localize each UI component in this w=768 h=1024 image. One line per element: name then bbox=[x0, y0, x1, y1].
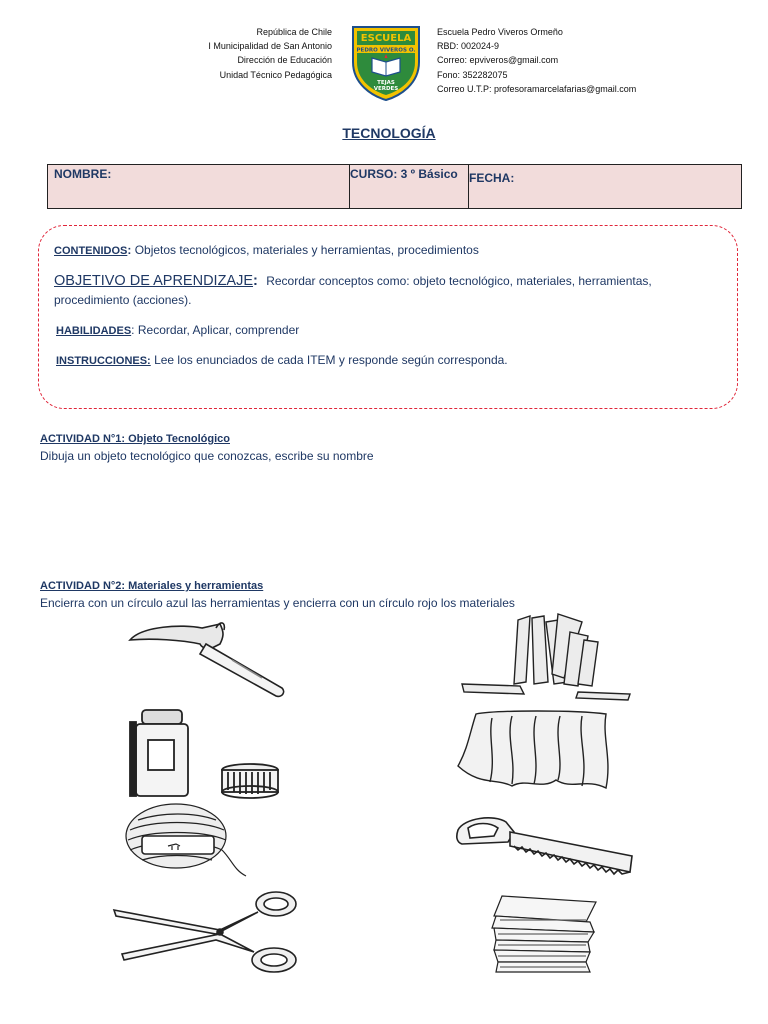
header-line: Correo U.T.P: profesoramarcelafarias@gmail.com bbox=[437, 83, 637, 94]
habilidades-label: HABILIDADES bbox=[56, 325, 132, 337]
header-school-block bbox=[437, 25, 737, 96]
instrucciones-label: INSTRUCCIONES: bbox=[56, 355, 151, 367]
activity2-text: Encierra con un círculo azul las herramientas y encierra con un círculo rojo los materiales bbox=[40, 596, 515, 610]
course-cell bbox=[350, 165, 469, 208]
objetivo-text-2: procedimiento (acciones). bbox=[54, 293, 192, 307]
header-line: I Municipalidad de San Antonio bbox=[208, 41, 332, 52]
fabric-drawing[interactable] bbox=[456, 708, 618, 792]
activity1-text: Dibuja un objeto tecnológico que conozcas, escribe su nombre bbox=[40, 449, 374, 463]
objetivo-row: OBJETIVO DE APRENDIZAJE: Recordar conceptos como: objeto tecnológico, materiales, herramientas, bbox=[54, 273, 652, 289]
paper-stack-drawing[interactable] bbox=[490, 892, 600, 976]
subject-title-text: TECNOLOGÍA bbox=[342, 125, 436, 141]
date-cell[interactable] bbox=[469, 165, 741, 208]
contenidos-label: CONTENIDOS bbox=[54, 245, 128, 257]
header-line: Escuela Pedro Viveros Ormeño bbox=[437, 27, 563, 37]
glue-bottle-drawing[interactable] bbox=[122, 708, 288, 800]
school-crest-logo bbox=[350, 24, 422, 102]
date-label: FECHA: bbox=[469, 171, 515, 185]
yarn-ball-drawing[interactable] bbox=[122, 800, 248, 880]
objetivo-label: OBJETIVO DE APRENDIZAJE bbox=[54, 273, 254, 289]
contenidos-row: CONTENIDOS: Objetos tecnológicos, materiales y herramientas, procedimientos bbox=[54, 243, 479, 257]
crest-bottom-text-1: TEJAS bbox=[377, 80, 395, 86]
subject-title bbox=[0, 125, 768, 141]
header-line: Dirección de Educación bbox=[237, 55, 332, 66]
activity1-title: ACTIVIDAD N°1: Objeto Tecnológico bbox=[40, 433, 230, 445]
crest-band-text: PEDRO VIVEROS O. bbox=[356, 47, 416, 54]
crest-top-text: ESCUELA bbox=[360, 33, 412, 44]
header-line: Unidad Técnico Pedagógica bbox=[219, 69, 332, 80]
crest-bottom-text-2: VERDES bbox=[373, 86, 399, 92]
header-line: República de Chile bbox=[256, 27, 332, 37]
objetivo-text-1: Recordar conceptos como: objeto tecnológico, materiales, herramientas, bbox=[266, 274, 652, 288]
contenidos-text: Objetos tecnológicos, materiales y herramientas, procedimientos bbox=[134, 243, 479, 257]
hammer-drawing[interactable] bbox=[122, 618, 292, 700]
instrucciones-text: Lee los enunciados de cada ITEM y responde según corresponda. bbox=[154, 353, 508, 367]
student-info-table bbox=[47, 164, 742, 209]
wood-planks-drawing[interactable] bbox=[458, 612, 636, 704]
scissors-drawing[interactable] bbox=[112, 888, 302, 974]
activity2-title: ACTIVIDAD N°2: Materiales y herramientas bbox=[40, 580, 264, 592]
name-label: NOMBRE: bbox=[54, 167, 112, 181]
header-line: Correo: epviveros@gmail.com bbox=[437, 55, 559, 66]
header-line: Fono: 352282075 bbox=[437, 69, 508, 80]
instrucciones-row bbox=[56, 352, 508, 369]
habilidades-row: HABILIDADES: Recordar, Aplicar, comprender bbox=[56, 323, 300, 337]
saw-drawing[interactable] bbox=[454, 812, 636, 876]
habilidades-text: Recordar, Aplicar, comprender bbox=[137, 323, 300, 337]
name-cell[interactable] bbox=[48, 165, 350, 208]
course-label: CURSO: 3 º Básico bbox=[350, 167, 458, 181]
header-institution-block bbox=[150, 25, 332, 82]
header-line: RBD: 002024-9 bbox=[437, 41, 500, 52]
